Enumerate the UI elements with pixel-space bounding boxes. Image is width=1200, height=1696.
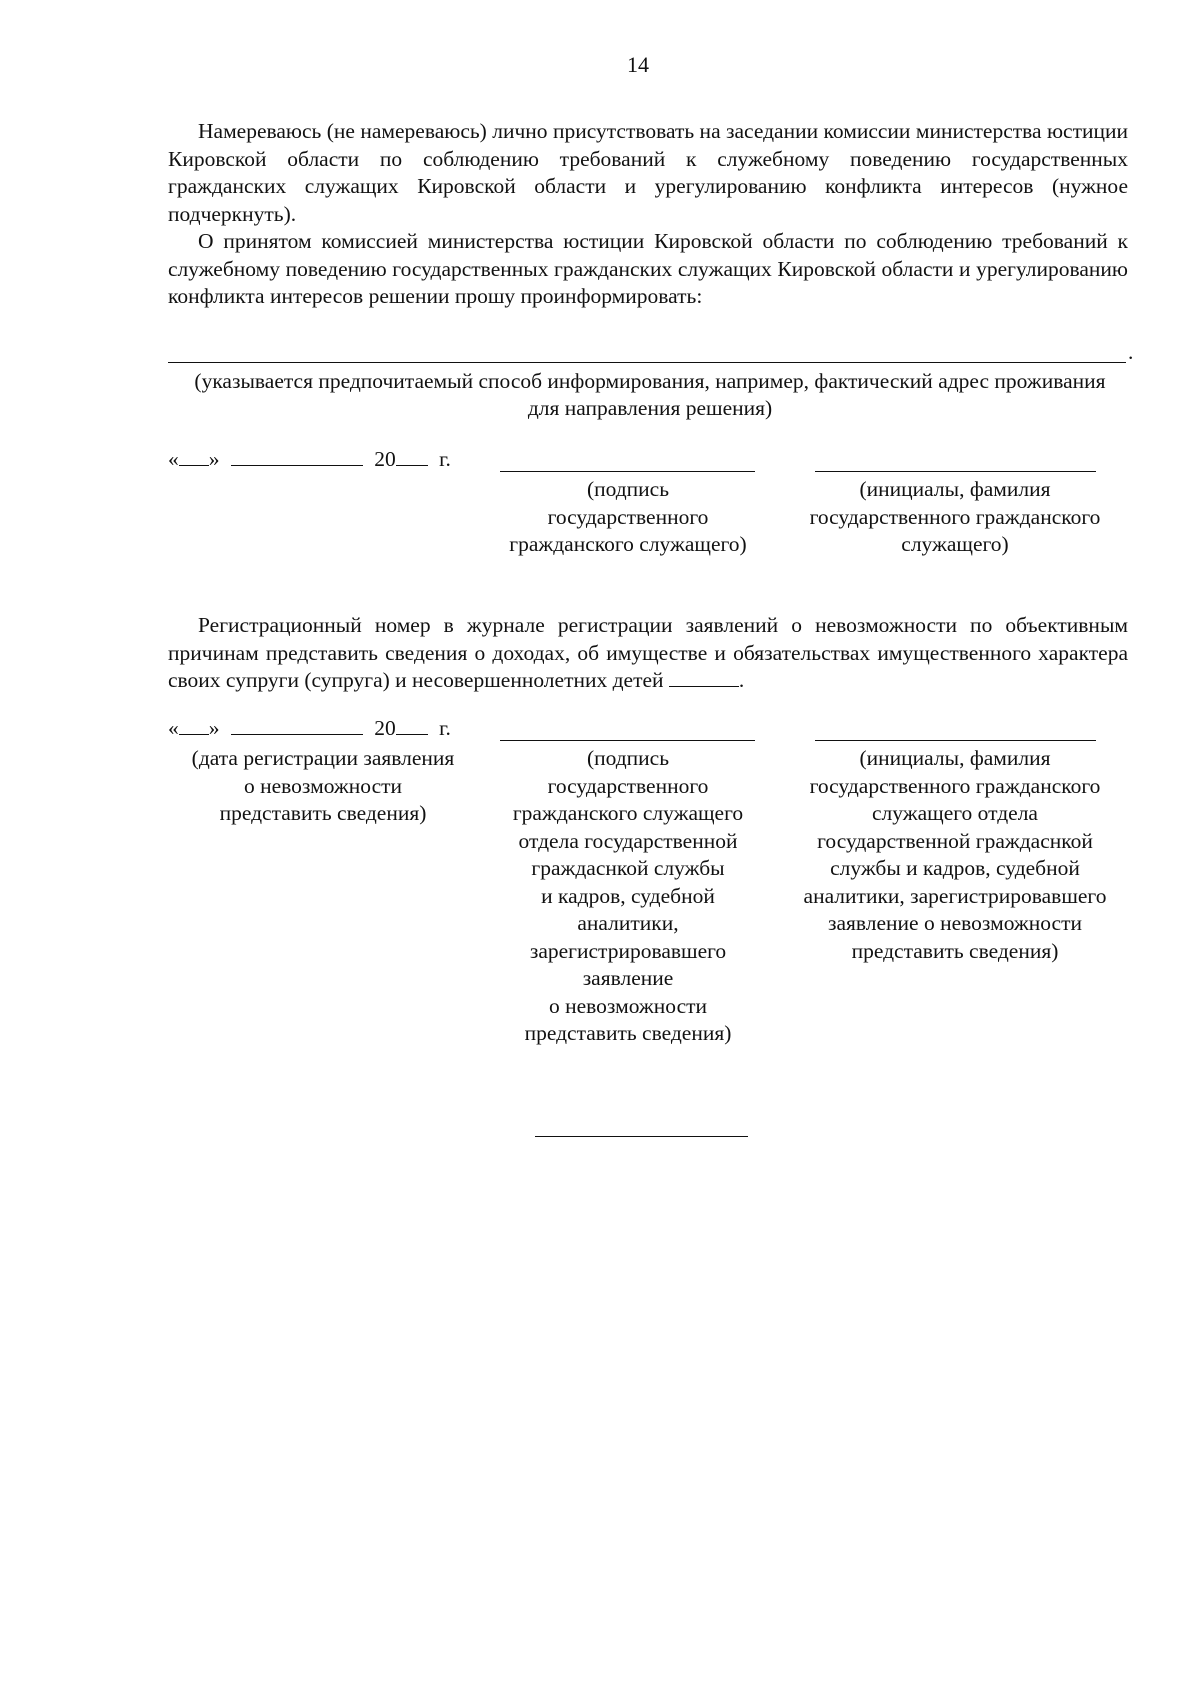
inform-paragraph-text: О принятом комиссией министерства юстиции Кировской области по соблюдению требований к служебному поведению государственных гражданских служащих Кировской области и урегулированию конфликта интересов решении прошу проинформировать: [168, 229, 1128, 308]
name-line-2 [815, 740, 1096, 741]
close-quote: » [208, 447, 220, 471]
day-blank [179, 447, 209, 466]
date-line-1 [168, 447, 451, 472]
open-quote: « [168, 716, 179, 740]
registration-number-blank [669, 668, 739, 687]
day-blank [179, 716, 209, 735]
month-blank [231, 716, 363, 735]
close-quote: » [208, 716, 220, 740]
registration-paragraph [168, 612, 1128, 695]
open-quote: « [168, 447, 179, 471]
name-line-1 [815, 471, 1096, 472]
registration-date-caption: (дата регистрации заявления о невозможности представить сведения) [191, 746, 455, 825]
intent-paragraph [168, 118, 1128, 228]
fill-line-period: . [1128, 340, 1134, 364]
date-line-2 [168, 716, 451, 741]
signature-caption-2: (подпись государственного гражданского служащего отдела государственной граждаснкой службы и кадров, судебной аналитики, зарегистрировавшего заявление о невозможности представить сведения) [512, 746, 744, 1045]
end-of-document-rule [535, 1136, 748, 1137]
registration-paragraph-text [168, 612, 1128, 695]
year-blank [396, 447, 428, 466]
inform-method-fill-line [168, 362, 1126, 363]
signature-caption-1: (подпись государственного гражданского служащего) [509, 477, 747, 556]
year-blank [396, 716, 428, 735]
inform-paragraph [168, 228, 1128, 311]
registration-text: Регистрационный номер в журнале регистрации заявлений о невозможности по объективным причинам представить сведения о доходах, об имуществе и обязательствах имущественного характера своих супруги (супруга) и несовершеннолетних детей [168, 613, 1128, 692]
year-suffix: г. [439, 447, 451, 471]
page-number: 14 [627, 52, 649, 77]
year-prefix: 20 [374, 716, 396, 740]
name-caption-2: (инициалы, фамилия государственного гражданского служащего отдела государственной граждаснкой службы и кадров, судебной аналитики, зарегистрировавшего заявление о невозможности представить сведения) [803, 746, 1107, 963]
year-suffix: г. [439, 716, 451, 740]
signature-line-1 [500, 471, 755, 472]
name-caption-1: (инициалы, фамилия государственного гражданского служащего) [809, 477, 1101, 556]
month-blank [231, 447, 363, 466]
year-prefix: 20 [374, 447, 396, 471]
intent-paragraph-text: Намереваюсь (не намереваюсь) лично присутствовать на заседании комиссии министерства юстиции Кировской области по соблюдению требований к служебному поведению государственных гражданских служащих Кировской области и урегулированию конфликта интересов (нужное подчеркнуть). [168, 119, 1128, 226]
registration-period: . [738, 668, 745, 692]
inform-method-note: (указывается предпочитаемый способ информирования, например, фактический адрес проживания для направления решения) [194, 369, 1106, 420]
signature-line-2 [500, 740, 755, 741]
